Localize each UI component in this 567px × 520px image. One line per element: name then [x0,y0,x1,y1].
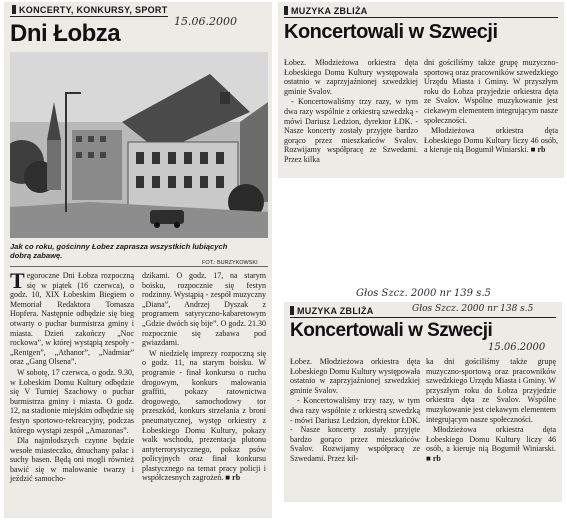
photo-credit: FOT.: BURZYKOWSKI [202,260,258,266]
clipping-dni-lobza [4,2,272,518]
article-column-2 [424,58,558,156]
article-column-1 [10,268,134,485]
paragraph: Tegoroczne Dni Łobza rozpoczną się w piątek (16 czerwca), o godz. 10, XIX Łobeskim Biegiem o Memoriał Redaktora Tomasza Hopfera. Następnie odbędzie się bieg otwarty o puchar burmistrza gminy i miasta. Dzień zakończy „Noc rockowa”, w której wystąpią zespoły - „Rentgen”, „Athanor”, „Nadmiar” oraz „Gang Olsena”. [10,268,134,367]
section-label: MUZYKA ZBLIŻA [284,6,368,16]
handwritten-source-note: Głos Szcz. 2000 nr 139 s.5 [356,288,491,299]
paragraph: dzikami. O godz. 17, na starym boisku, rozpocznie się festyn rodzinny. Wystąpią - zespół muzyczny „Diana”, Andrzej Dyszak z programem satyryczno-kabaretowym „Gdzie dwóch się bije”. O godz. 21.30 rozpocznie się zabawa pod gwiazdami. [142,271,266,348]
byline: ■ rb [530,145,546,155]
paragraph: Łobez. Młodzieżowa orkiestra dęta Łobeskiego Domu Kultury występowała ostatnio w zaprzyjaźnionej szwedzkiej gminie Svalov. [290,357,420,395]
paragraph: Dla najmłodszych czynne będzie wesołe miasteczko, dmuchany pałac i suchy basen. Będą oni mogli również bawić się w malowanie twarzy i jeździć samocho- [10,436,134,484]
drop-cap: T [10,268,25,293]
section-bar [12,5,16,14]
section-rule [284,17,558,18]
section-bar [290,306,294,315]
town-photo [10,52,268,238]
article-column-1 [290,357,420,465]
byline: ■ rb [426,453,441,463]
handwritten-date: 15.06.2000 [174,15,237,28]
headline: Dni Łobza [10,20,121,47]
headline: Koncertowali w Szwecji [284,21,498,43]
paragraph: ka dni gościliśmy także grupę muzyczno-sportową oraz pracowników szwedzkiego Urzędu Miasta i Gminy. W przyszłym roku do Łobza przyjedzie orkiestra dęta ze Svalov. Wspólne muzykowanie jest ciekawym elementem integrującym nasze społeczności. [426,357,556,424]
section-label: KONCERTY, KONKURSY, SPORT [12,5,168,15]
paragraph: - Koncertowaliśmy trzy razy, w tym dwa razy wspólnie z orkiestrą szwedzką - mówi Dariusz Ledzion, dyrektor ŁDK. - Nasze koncerty zostały przyjęte bardzo gorąco przez mieszkańców Svalov. Rozwijamy współpracę ze Szwedami. Przez kil- [290,396,420,463]
paragraph: dni gościliśmy także grupę muzyczno-sportową oraz pracowników szwedzkiego Urzędu Miasta i Gminy. W przyszłym roku do Łobza przyjedzie orkiestra dęta ze Svalov. Wspólne muzykowanie jest ciekawym elementem integrującym nasze społeczności. [424,58,558,125]
section-label: MUZYKA ZBLIŻA [290,306,374,316]
handwritten-date: 15.06.2000 [488,342,546,353]
byline: ■ rb [225,473,241,483]
paragraph: W niedzielę imprezy rozpoczną się o godz. 11, na starym boisku. W programie - finał konkursu o ruchu drogowym, konkurs malowania graffiti, pokazy ratownictwa drogowego, samochodowy tor przeszkód, konkurs strzelania z broni pneumatycznej, występ orkiestry z Łobeskiego Domu Kultury, pokazy walk wschodu, prezentacja plutonu antyterrorystycznego, pokaz psów policyjnych oraz finał konkursu plastycznego na temat pracy policji i współczesnych zagrożeń. ■ rb [142,348,266,483]
article-column-1 [284,58,418,166]
headline: Koncertowali w Szwecji [290,320,493,341]
paragraph: Łobez. Młodzieżowa orkiestra dęta Łobeskiego Domu Kultury występowała ostatnio w zaprzyjaźnionej szwedzkiej gminie Svalov. [284,58,418,96]
headline-rule [10,16,168,17]
clipping-koncertowali-bottom [284,302,562,502]
clipping-koncertowali-top [278,2,564,178]
town-street-image [10,52,268,238]
photo-caption: Jak co roku, gościnny Łobez zaprasza wszystkich lubiących dobrą zabawę. [10,242,228,260]
article-column-2 [426,357,556,465]
paragraph: Młodzieżowa orkiestra dęta Łobeskiego Domu Kultury liczy 46 osób, a kieruje nią Bogumił Winiarski. ■ rb [426,425,556,463]
article-column-2 [142,271,266,484]
paragraph: Młodzieżowa orkiestra dęta Łobeskiego Domu Kultury liczy 46 osób, a kieruje nią Bogumił Winiarski. ■ rb [424,126,558,155]
handwritten-source-note-2: Głos Szcz. 2000 nr 138 s.5 [412,304,534,314]
caption-rule [10,266,268,267]
section-bar [284,6,288,15]
paragraph: - Koncertowaliśmy trzy razy, w tym dwa razy wspólnie z orkiestrą szwedzką - mówi Dariusz Ledzion, dyrektor ŁDK. - Nasze koncerty zostały przyjęte bardzo gorąco przez mieszkańców Svalov. Rozwijamy współpracę ze Szwedami. Przez kilka [284,97,418,164]
section-rule [290,317,556,318]
paragraph: W sobotę, 17 czerwca, o godz. 9.30, w Łobeskim Domu Kultury odbędzie się V Turniej Szachowy o puchar burmistrza gminy i miasta. O godz. 12, na stadionie miejskim odbędzie się festyn sportowo-rekreacyjny, podczas którego wystąpi zespół „Amazonas”. [10,367,134,435]
